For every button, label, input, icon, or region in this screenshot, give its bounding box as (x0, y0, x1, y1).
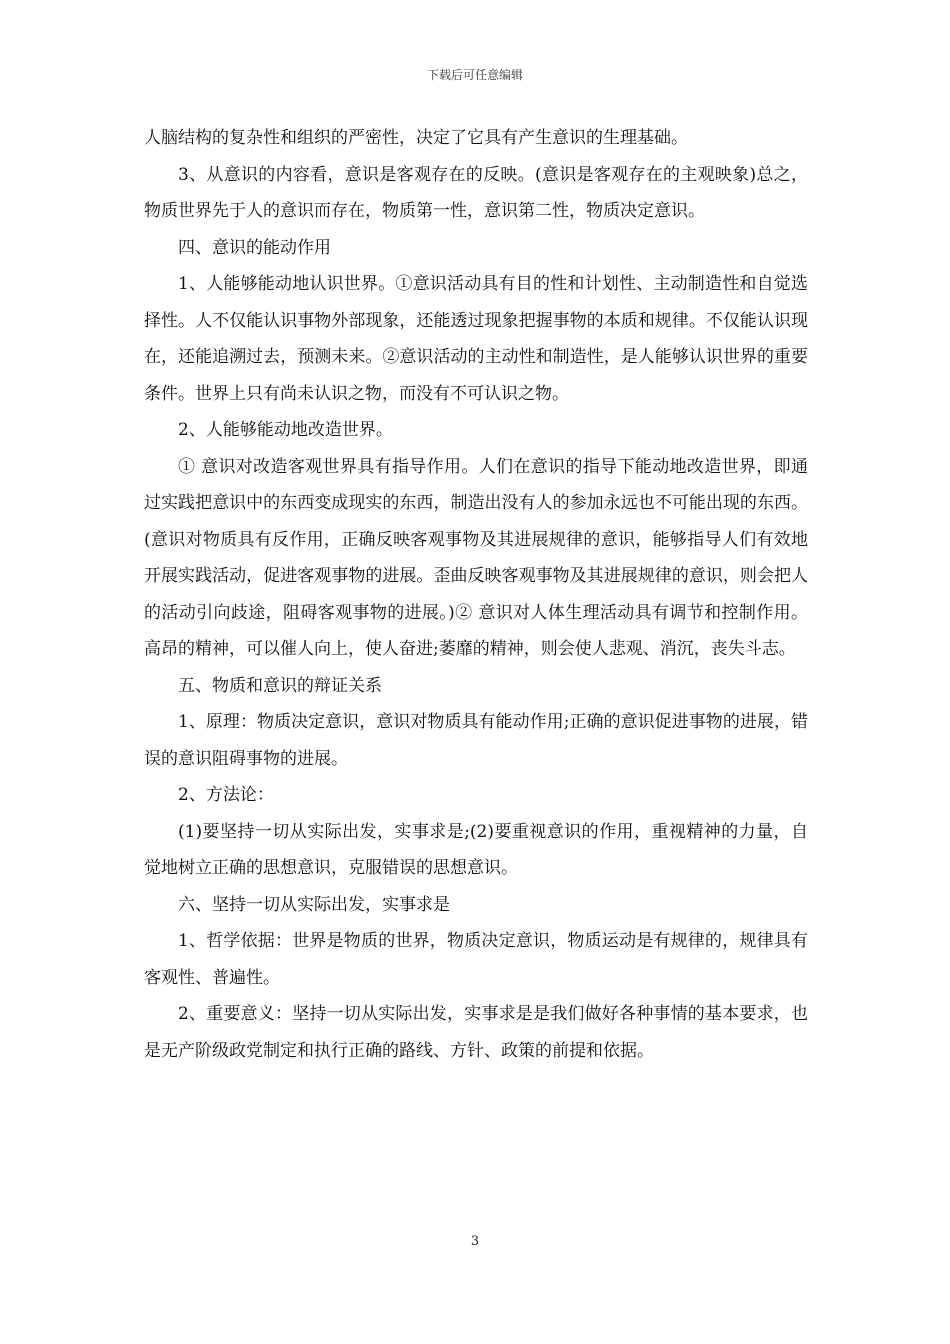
paragraph: 2、方法论： (178, 785, 274, 805)
section-heading: 五、物质和意识的辩证关系 (178, 675, 382, 696)
section-heading: 四、意识的能动作用 (178, 237, 331, 258)
paragraph: ① 意识对改造客观世界具有指导作用。人们在意识的指导下能动地改造世界，即通过实践把意识中的东西变成现实的东西，制造出没有人的参加永远也不可能出现的东西。(意识对物质具有反作用，正确反映客观事物及其进展规律的意识，能够指导人们有效地开展实践活动，促进客观事物的进展。歪曲反映客观事物及其进展规律的意识，则会把人的活动引向歧途，阻碍客观事物的进展。)② 意识对人体生理活动具有调节和控制作用。高昂的精神，可以催人向上，使人奋进;萎靡的精神，则会使人悲观、消沉，丧失斗志。 (144, 456, 808, 659)
paragraph: 2、人能够能动地改造世界。 (178, 420, 393, 440)
header-note: 下载后可任意编辑 (426, 68, 523, 82)
paragraph: (1)要坚持一切从实际出发，实事求是;(2)要重视意识的作用，重视精神的力量，自觉地树立正确的思想意识，克服错误的思想意识。 (144, 821, 808, 878)
document-body (144, 120, 808, 1069)
paragraph: 2、重要意义：坚持一切从实际出发，实事求是是我们做好各种事情的基本要求，也是无产阶级政党制定和执行正确的路线、方针、政策的前提和依据。 (144, 1004, 808, 1061)
paragraph: 1、哲学依据：世界是物质的世界，物质决定意识，物质运动是有规律的，规律具有客观性、普遍性。 (144, 931, 808, 988)
paragraph: 1、人能够能动地认识世界。①意识活动具有目的性和计划性、主动制造性和自觉选择性。人不仅能认识事物外部现象，还能透过现象把握事物的本质和规律。不仅能认识现在，还能追溯过去，预测未来。②意识活动的主动性和制造性，是人能够认识世界的重要条件。世界上只有尚未认识之物，而没有不可认识之物。 (144, 274, 808, 404)
paragraph: 3、从意识的内容看，意识是客观存在的反映。(意识是客观存在的主观映象)总之，物质世界先于人的意识而存在，物质第一性，意识第二性，物质决定意识。 (144, 164, 808, 221)
paragraph: 1、原理：物质决定意识，意识对物质具有能动作用;正确的意识促进事物的进展，错误的意识阻碍事物的进展。 (144, 712, 808, 769)
page-number: 3 (470, 1234, 480, 1249)
section-heading: 六、坚持一切从实际出发，实事求是 (178, 894, 450, 915)
paragraph: 人脑结构的复杂性和组织的严密性，决定了它具有产生意识的生理基础。 (144, 128, 688, 148)
